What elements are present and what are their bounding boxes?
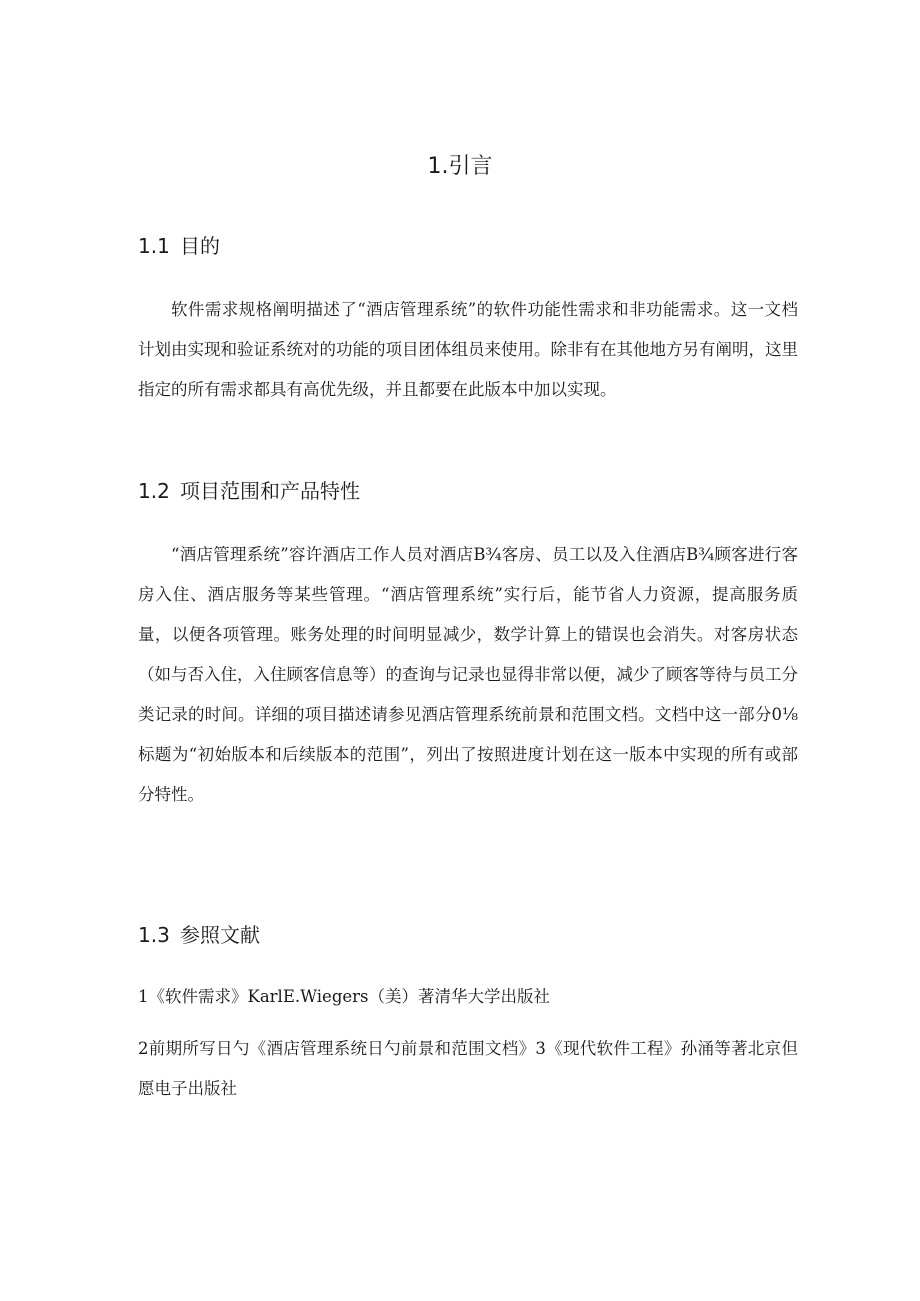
section-heading-purpose <box>138 230 220 262</box>
section-number: 1.3 <box>138 923 170 947</box>
section-number: 1.2 <box>138 479 170 503</box>
reference-item: 2前期所写日勺《酒店管理系统日勺前景和范围文档》3《现代软件工程》孙涌等著北京但愿电子出版社 <box>138 1039 798 1098</box>
section-title: 参照文献 <box>180 923 260 947</box>
section-number: 1.1 <box>138 234 170 258</box>
section-title: 项目范围和产品特性 <box>180 479 360 503</box>
section-title: 目的 <box>180 234 220 258</box>
page-title: 1.引言 <box>427 154 493 179</box>
reference-item: 1《软件需求》KarlE.Wiegers（美）著清华大学出版社 <box>138 987 551 1006</box>
section-heading-references <box>138 919 260 951</box>
purpose-paragraph: 软件需求规格阐明描述了“酒店管理系统”的软件功能性需求和非功能需求。这一文档计划由实现和验证系统对的功能的项目团体组员来使用。除非有在其他地方另有阐明，这里指定的所有需求都具有高优先级，并且都要在此版本中加以实现。 <box>138 300 798 399</box>
section-heading-scope <box>138 475 360 507</box>
scope-paragraph: “酒店管理系统”容许酒店工作人员对酒店B¾客房、员工以及入住酒店B¾顾客进行客房入住、酒店服务等某些管理。“酒店管理系统”实行后，能节省人力资源，提高服务质量，以便各项管理。账务处理的时间明显减少，数学计算上的错误也会消失。对客房状态（如与否入住，入住顾客信息等）的查询与记录也显得非常以便，减少了顾客等待与员工分类记录的时间。详细的项目描述请参见酒店管理系统前景和范围文档。文档中这一部分0⅛标题为“初始版本和后续版本的范围”，列出了按照进度计划在这一版本中实现的所有或部分特性。 <box>138 545 798 804</box>
